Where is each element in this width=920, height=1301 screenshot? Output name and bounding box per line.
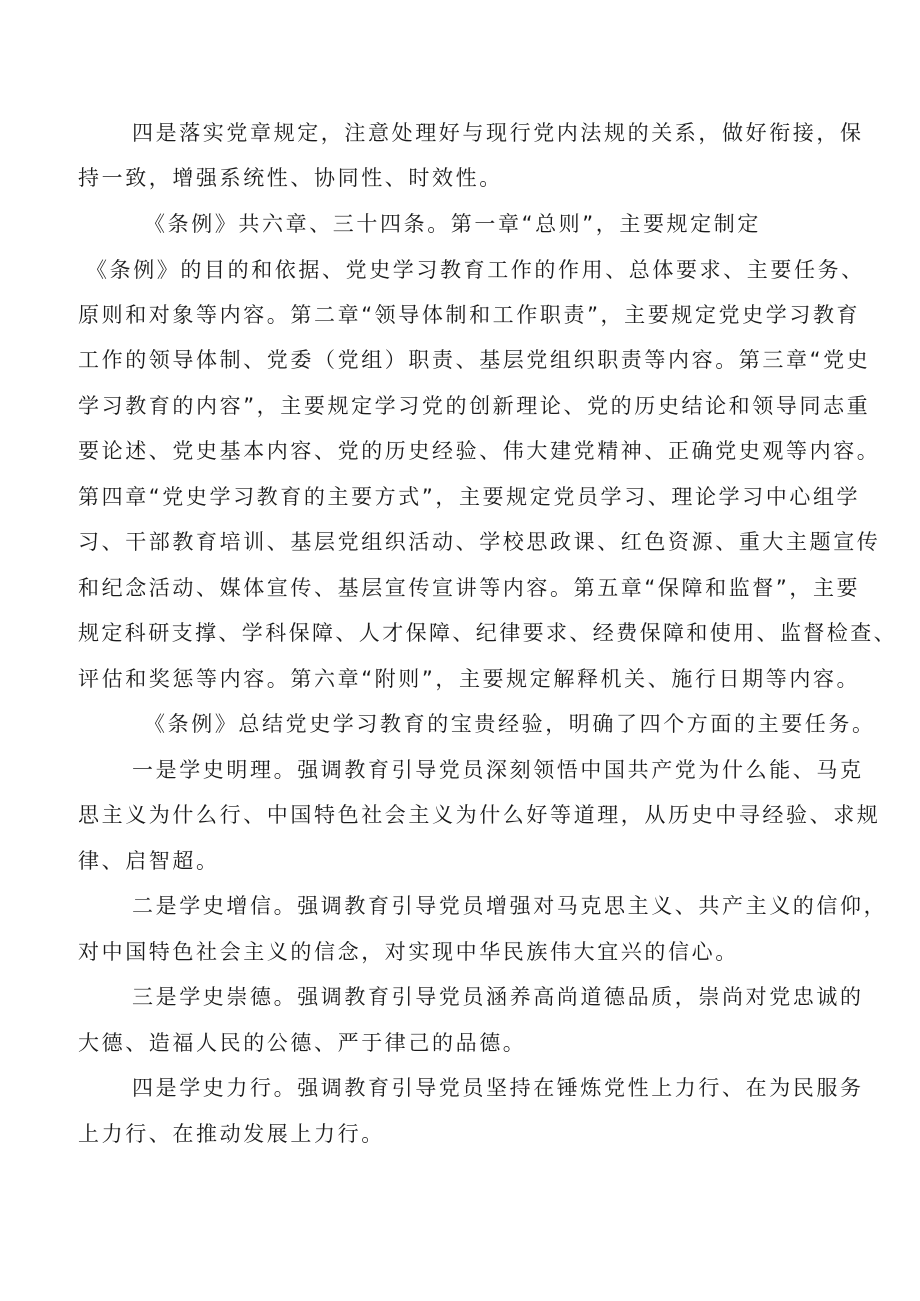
p6-line-1: 三是学史崇德。强调教育引导党员涵养高尚道德品质，崇尚对党忠诚的 <box>132 985 864 1009</box>
p7-line-2: 上力行、在推动发展上力行。 <box>78 1122 385 1146</box>
p2-line-3: 原则和对象等内容。第二章“领导体制和工作职责”，主要规定党史学习教育 <box>78 303 861 327</box>
p2-line-5: 学习教育的内容”，主要规定学习党的创新理论、党的历史结论和领导同志重 <box>78 394 871 418</box>
p2-line-9: 和纪念活动、媒体宣传、基层宣传宣讲等内容。第五章“保障和监督”，主要 <box>78 576 861 600</box>
p5-line-2: 对中国特色社会主义的信念，对实现中华民族伟大宜兴的信心。 <box>78 940 739 964</box>
p1-line-1: 四是落实党章规定，注意处理好与现行党内法规的关系，做好衔接，保 <box>132 121 864 145</box>
p4-line-3: 律、启智超。 <box>78 849 220 873</box>
p2-line-8: 习、干部教育培训、基层党组织活动、学校思政课、红色资源、重大主题宣传 <box>78 530 881 554</box>
p5-line-1: 二是学史增信。强调教育引导党员增强对马克思主义、共产主义的信仰， <box>132 894 888 918</box>
p2-line-2: 《条例》的目的和依据、党史学习教育工作的作用、总体要求、主要任务、 <box>86 258 865 282</box>
p2-line-11: 评估和奖惩等内容。第六章“附则”，主要规定解释机关、施行日期等内容。 <box>78 667 861 691</box>
p1-line-2: 持一致，增强系统性、协同性、时效性。 <box>78 166 503 190</box>
p2-line-7: 第四章“党史学习教育的主要方式”，主要规定党员学习、理论学习中心组学 <box>78 485 861 509</box>
p2-line-6: 要论述、党史基本内容、党的历史经验、伟大建党精神、正确党史观等内容。 <box>78 439 881 463</box>
p3-line-1: 《条例》总结党史学习教育的宝贵经验，明确了四个方面的主要任务。 <box>144 712 876 736</box>
p4-line-2: 思主义为什么行、中国特色社会主义为什么好等道理，从历史中寻经验、求规 <box>78 803 881 827</box>
p4-line-1: 一是学史明理。强调教育引导党员深刻领悟中国共产党为什么能、马克 <box>132 758 864 782</box>
p2-line-4: 工作的领导体制、党委（党组）职责、基层党组织职责等内容。第三章“党史 <box>78 348 871 372</box>
p7-line-1: 四是学史力行。强调教育引导党员坚持在锤炼党性上力行、在为民服务 <box>132 1076 864 1100</box>
p6-line-2: 大德、造福人民的公德、严于律己的品德。 <box>78 1031 527 1055</box>
p2-line-10: 规定科研支撑、学科保障、人才保障、纪律要求、经费保障和使用、监督检查、 <box>78 621 897 645</box>
p2-line-1: 《条例》共六章、三十四条。第一章“总则”，主要规定制定 <box>144 212 761 236</box>
